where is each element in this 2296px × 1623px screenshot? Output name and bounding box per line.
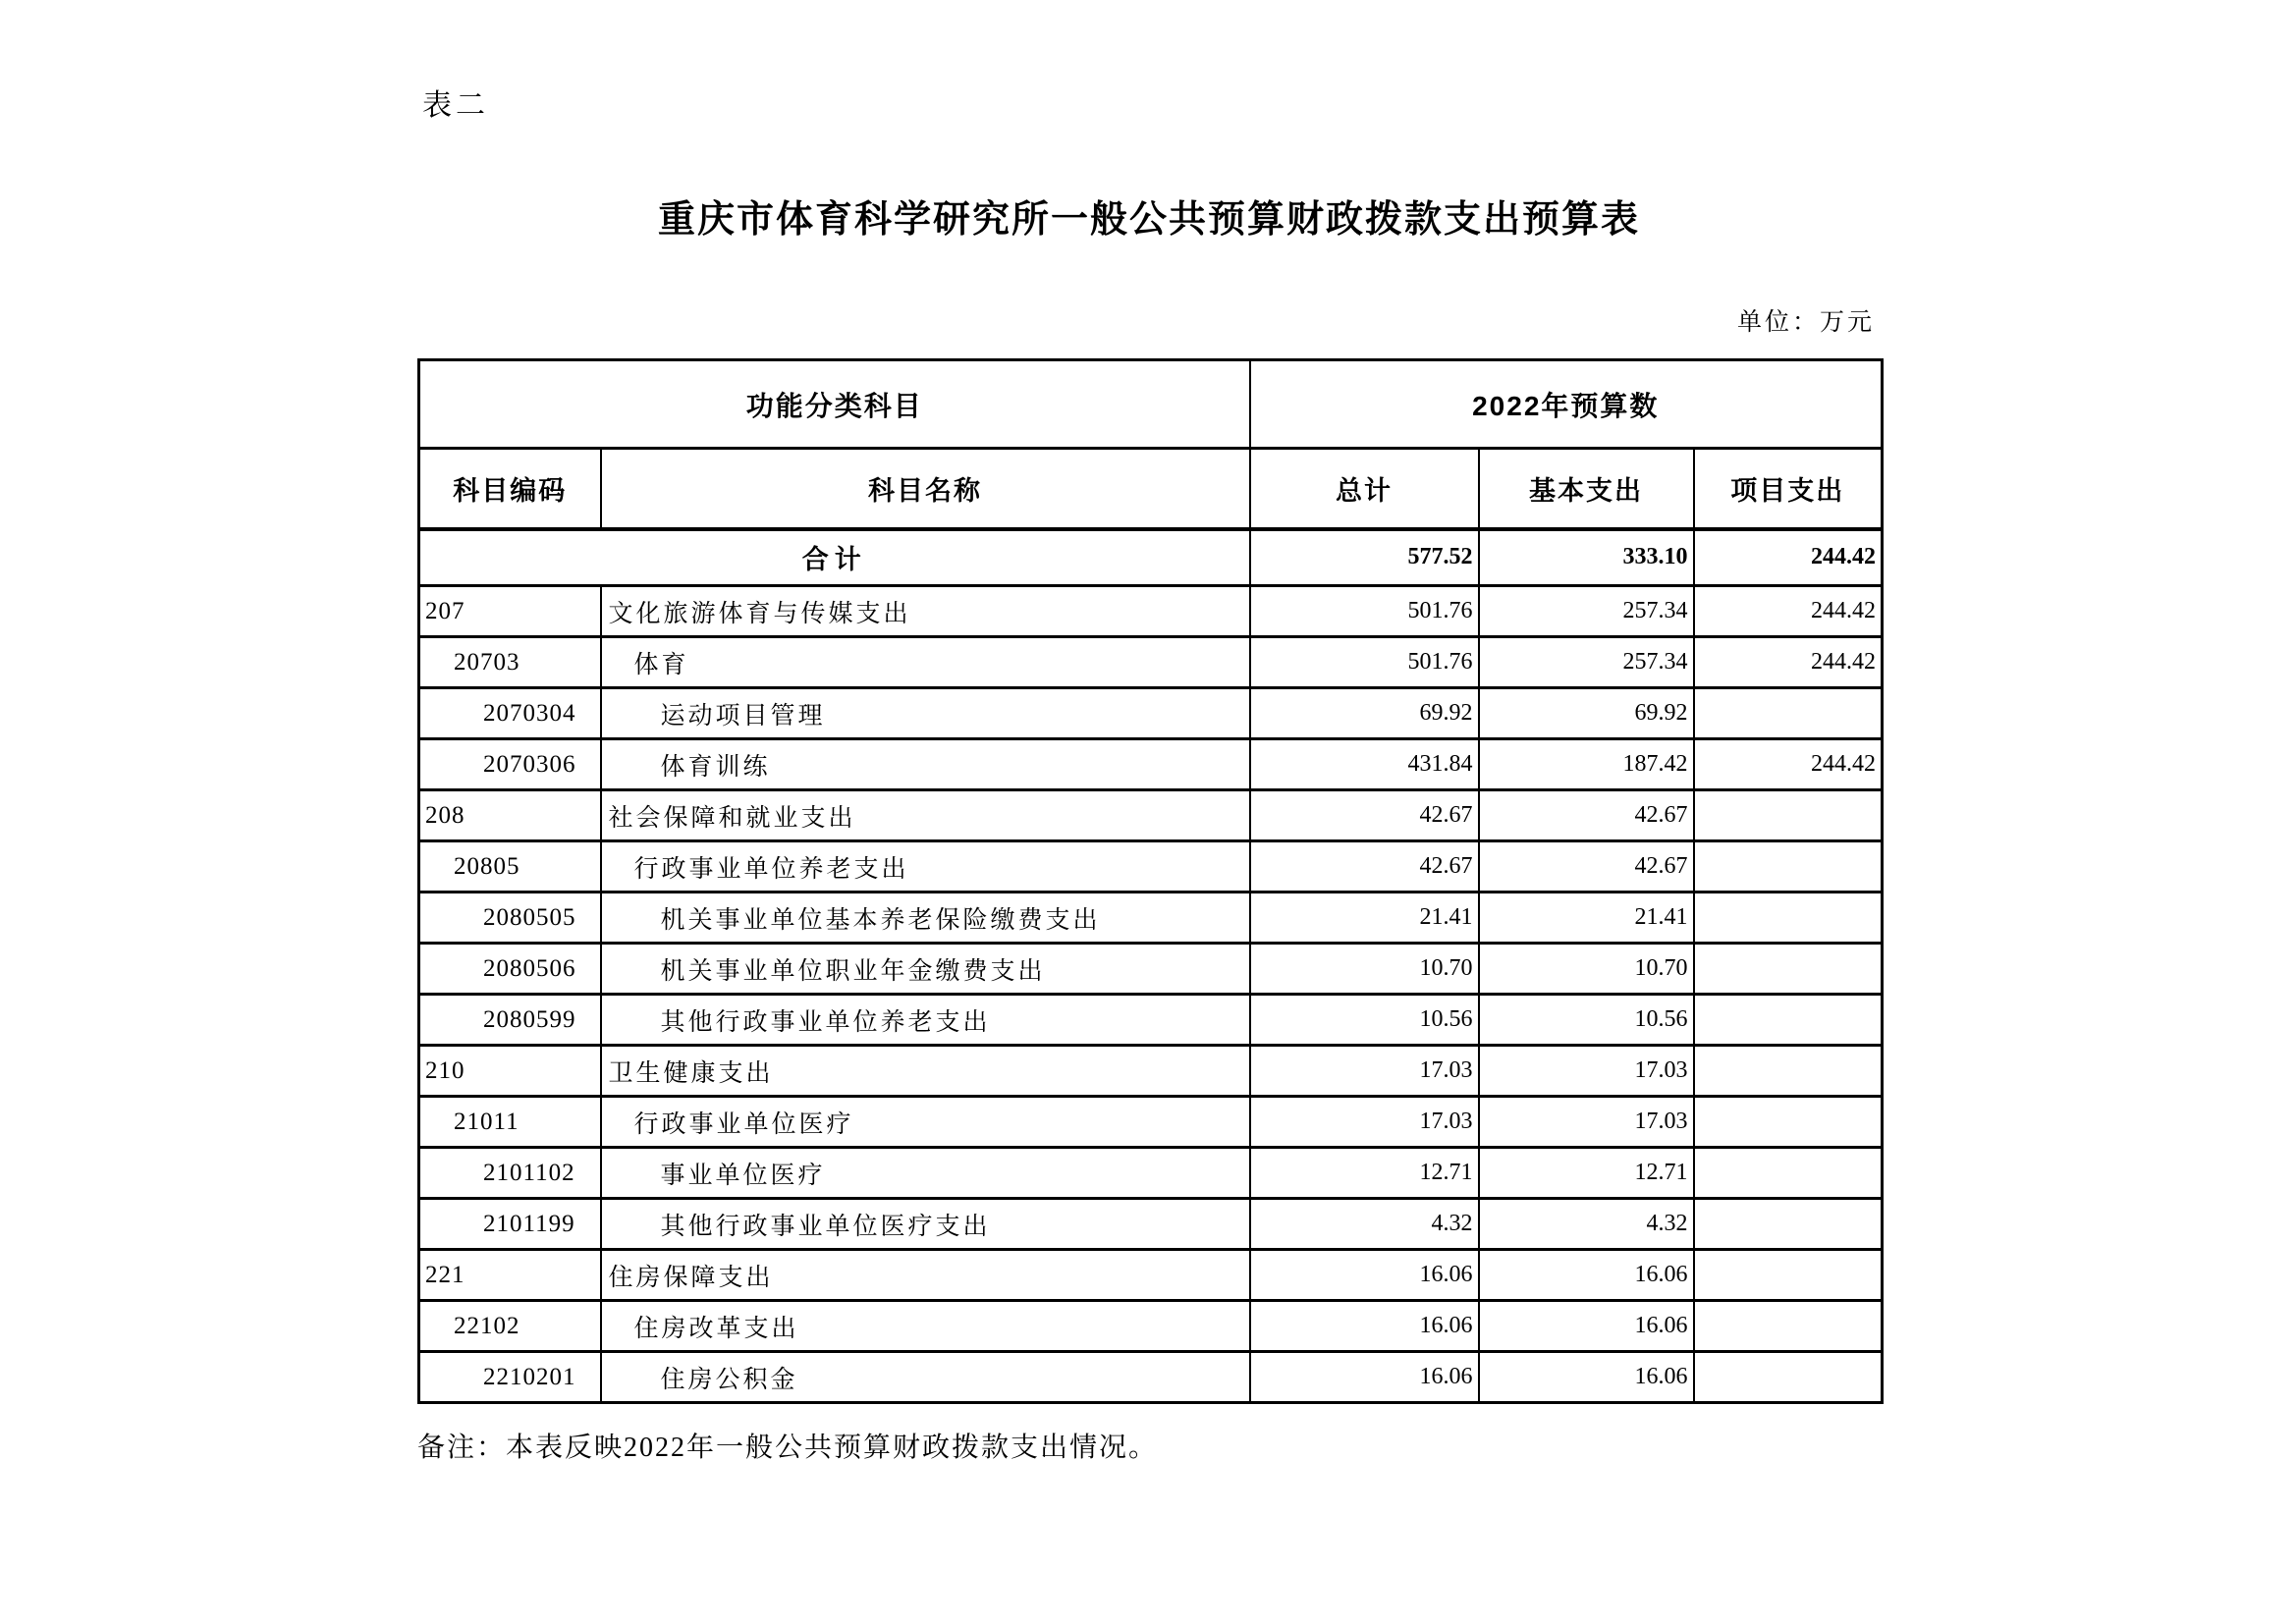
table-row <box>419 790 1883 841</box>
project-cell: 244.42 <box>1694 739 1883 790</box>
table-row <box>419 1301 1883 1352</box>
project-cell <box>1694 1097 1883 1148</box>
project-cell <box>1694 790 1883 841</box>
code-cell: 21011 <box>419 1097 601 1148</box>
name-cell: 文化旅游体育与传媒支出 <box>601 586 1250 637</box>
total-cell: 431.84 <box>1250 739 1479 790</box>
project-cell <box>1694 1301 1883 1352</box>
code-cell: 2070304 <box>419 688 601 739</box>
name-cell: 卫生健康支出 <box>601 1046 1250 1097</box>
basic-cell: 17.03 <box>1479 1097 1694 1148</box>
code-cell: 208 <box>419 790 601 841</box>
table-row <box>419 944 1883 995</box>
basic-cell: 21.41 <box>1479 893 1694 944</box>
total-cell: 42.67 <box>1250 841 1479 893</box>
project-cell <box>1694 1199 1883 1250</box>
total-cell: 16.06 <box>1250 1301 1479 1352</box>
project-cell <box>1694 688 1883 739</box>
basic-cell: 17.03 <box>1479 1046 1694 1097</box>
total-cell: 16.06 <box>1250 1352 1479 1403</box>
table-row <box>419 995 1883 1046</box>
name-cell: 住房保障支出 <box>601 1250 1250 1301</box>
basic-cell: 10.70 <box>1479 944 1694 995</box>
total-row-project-cell: 244.42 <box>1694 529 1883 586</box>
total-row <box>419 529 1883 586</box>
project-cell <box>1694 995 1883 1046</box>
name-cell: 其他行政事业单位医疗支出 <box>601 1199 1250 1250</box>
table-body <box>419 529 1883 1403</box>
basic-cell: 257.34 <box>1479 637 1694 688</box>
total-cell: 10.70 <box>1250 944 1479 995</box>
code-cell: 20703 <box>419 637 601 688</box>
name-cell: 行政事业单位医疗 <box>601 1097 1250 1148</box>
basic-cell: 16.06 <box>1479 1250 1694 1301</box>
project-cell: 244.42 <box>1694 637 1883 688</box>
table-row <box>419 893 1883 944</box>
basic-cell: 187.42 <box>1479 739 1694 790</box>
name-cell: 体育 <box>601 637 1250 688</box>
name-cell: 社会保障和就业支出 <box>601 790 1250 841</box>
total-row-total-cell: 577.52 <box>1250 529 1479 586</box>
header-project-column: 项目支出 <box>1694 449 1883 529</box>
name-cell: 体育训练 <box>601 739 1250 790</box>
total-cell: 17.03 <box>1250 1097 1479 1148</box>
basic-cell: 10.56 <box>1479 995 1694 1046</box>
table-row <box>419 1199 1883 1250</box>
header-function-group: 功能分类科目 <box>419 360 1250 449</box>
basic-cell: 16.06 <box>1479 1301 1694 1352</box>
name-cell: 机关事业单位基本养老保险缴费支出 <box>601 893 1250 944</box>
budget-table <box>417 358 1884 1404</box>
table-row <box>419 1250 1883 1301</box>
project-cell <box>1694 1046 1883 1097</box>
total-cell: 501.76 <box>1250 637 1479 688</box>
unit-note: 单位：万元 <box>1736 309 1875 336</box>
total-cell: 17.03 <box>1250 1046 1479 1097</box>
total-cell: 10.56 <box>1250 995 1479 1046</box>
project-cell <box>1694 1148 1883 1199</box>
page-title: 重庆市体育科学研究所一般公共预算财政拨款支出预算表 <box>657 199 1640 241</box>
sheet-label: 表二 <box>422 89 489 122</box>
header-basic-column: 基本支出 <box>1479 449 1694 529</box>
total-cell: 12.71 <box>1250 1148 1479 1199</box>
project-cell <box>1694 841 1883 893</box>
code-cell: 210 <box>419 1046 601 1097</box>
basic-cell: 42.67 <box>1479 841 1694 893</box>
table-row <box>419 637 1883 688</box>
header-columns-row <box>419 449 1883 529</box>
total-row-basic-cell: 333.10 <box>1479 529 1694 586</box>
basic-cell: 16.06 <box>1479 1352 1694 1403</box>
code-cell: 20805 <box>419 841 601 893</box>
footer-note: 备注：本表反映2022年一般公共预算财政拨款支出情况。 <box>417 1433 1159 1463</box>
project-cell: 244.42 <box>1694 586 1883 637</box>
code-cell: 2080505 <box>419 893 601 944</box>
code-cell: 207 <box>419 586 601 637</box>
basic-cell: 257.34 <box>1479 586 1694 637</box>
code-cell: 22102 <box>419 1301 601 1352</box>
total-cell: 21.41 <box>1250 893 1479 944</box>
basic-cell: 4.32 <box>1479 1199 1694 1250</box>
table-row <box>419 739 1883 790</box>
basic-cell: 69.92 <box>1479 688 1694 739</box>
total-cell: 4.32 <box>1250 1199 1479 1250</box>
header-name-column: 科目名称 <box>601 449 1250 529</box>
name-cell: 运动项目管理 <box>601 688 1250 739</box>
code-cell: 2080599 <box>419 995 601 1046</box>
code-cell: 2101102 <box>419 1148 601 1199</box>
table-row <box>419 1097 1883 1148</box>
basic-cell: 42.67 <box>1479 790 1694 841</box>
code-cell: 2101199 <box>419 1199 601 1250</box>
code-cell: 2070306 <box>419 739 601 790</box>
total-row-label: 合计 <box>419 529 1250 586</box>
project-cell <box>1694 1250 1883 1301</box>
total-cell: 501.76 <box>1250 586 1479 637</box>
table-row <box>419 586 1883 637</box>
name-cell: 机关事业单位职业年金缴费支出 <box>601 944 1250 995</box>
total-cell: 16.06 <box>1250 1250 1479 1301</box>
code-cell: 2210201 <box>419 1352 601 1403</box>
project-cell <box>1694 944 1883 995</box>
name-cell: 事业单位医疗 <box>601 1148 1250 1199</box>
basic-cell: 12.71 <box>1479 1148 1694 1199</box>
table-row <box>419 1352 1883 1403</box>
name-cell: 住房公积金 <box>601 1352 1250 1403</box>
code-cell: 2080506 <box>419 944 601 995</box>
name-cell: 其他行政事业单位养老支出 <box>601 995 1250 1046</box>
name-cell: 行政事业单位养老支出 <box>601 841 1250 893</box>
table-row <box>419 841 1883 893</box>
header-year-group: 2022年预算数 <box>1250 360 1883 449</box>
name-cell: 住房改革支出 <box>601 1301 1250 1352</box>
project-cell <box>1694 893 1883 944</box>
table-row <box>419 688 1883 739</box>
header-group-row <box>419 360 1883 449</box>
total-cell: 69.92 <box>1250 688 1479 739</box>
total-cell: 42.67 <box>1250 790 1479 841</box>
code-cell: 221 <box>419 1250 601 1301</box>
header-code-column: 科目编码 <box>419 449 601 529</box>
project-cell <box>1694 1352 1883 1403</box>
table-row <box>419 1046 1883 1097</box>
table-row <box>419 1148 1883 1199</box>
header-total-column: 总计 <box>1250 449 1479 529</box>
